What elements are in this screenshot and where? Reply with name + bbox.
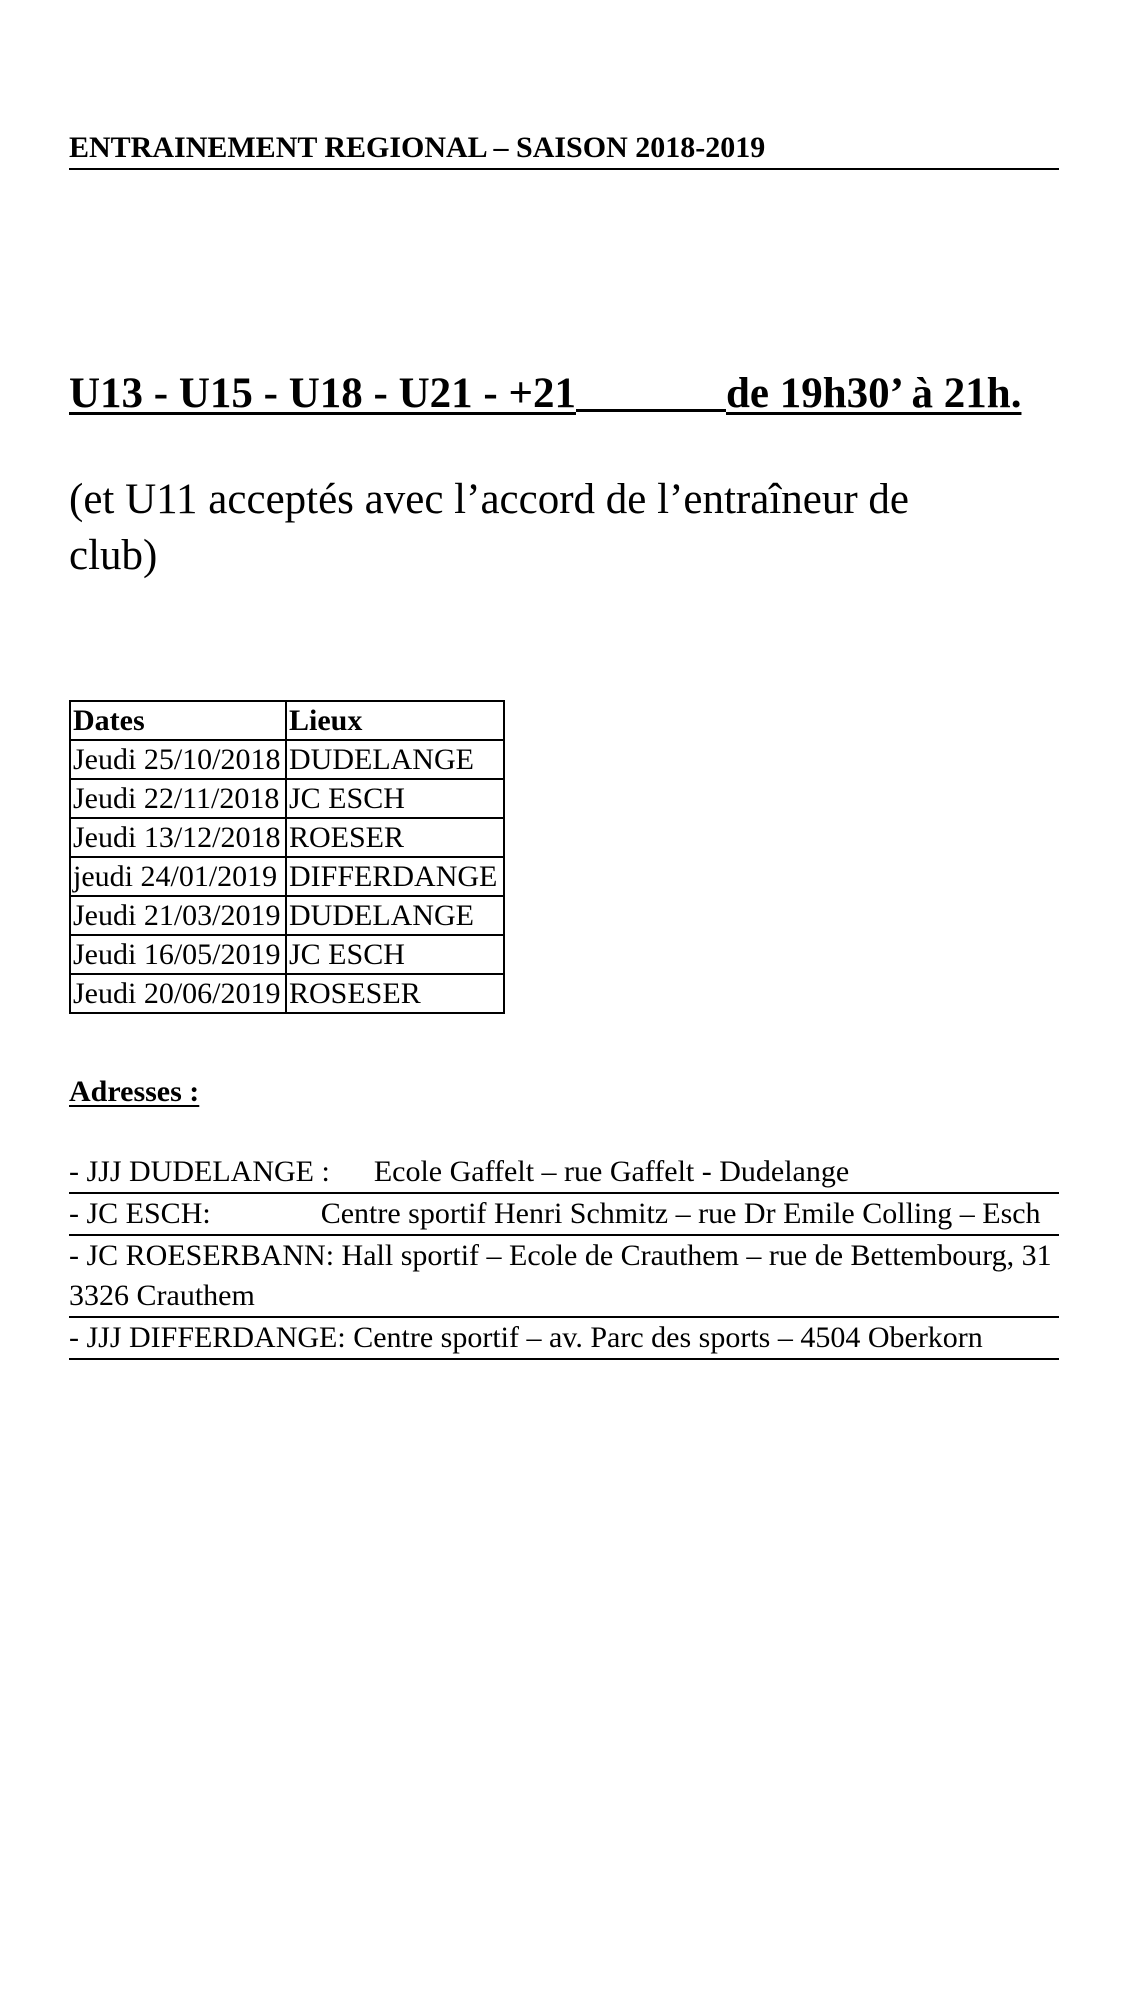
table-row bbox=[70, 896, 504, 935]
heading-spacer bbox=[576, 373, 726, 412]
address-list bbox=[69, 1152, 1059, 1360]
schedule-heading bbox=[69, 366, 1069, 421]
club-address: Centre sportif – av. Parc des sports – 4504 Oberkorn bbox=[353, 1321, 983, 1354]
address-item-roeserbann bbox=[69, 1236, 1059, 1318]
address-item-dudelange bbox=[69, 1152, 1059, 1194]
time-label: de 19h30’ à 21h. bbox=[726, 370, 1022, 417]
date-cell: Jeudi 21/03/2019 bbox=[70, 896, 286, 935]
club-name: - JC ESCH: bbox=[69, 1197, 211, 1230]
table-row bbox=[70, 857, 504, 896]
address-item-esch bbox=[69, 1194, 1059, 1236]
place-cell: JC ESCH bbox=[286, 779, 504, 818]
place-cell: DIFFERDANGE bbox=[286, 857, 504, 896]
club-name: - JJJ DIFFERDANGE: bbox=[69, 1321, 346, 1354]
date-cell: Jeudi 22/11/2018 bbox=[70, 779, 286, 818]
addresses-heading: Adresses : bbox=[69, 1075, 200, 1108]
club-address: Hall sportif – Ecole de Crauthem – rue de Bettembourg, 31 3326 Crauthem bbox=[69, 1239, 1052, 1312]
date-cell: Jeudi 20/06/2019 bbox=[70, 974, 286, 1013]
column-header-dates: Dates bbox=[70, 701, 286, 740]
table-row bbox=[70, 818, 504, 857]
place-cell: ROESER bbox=[286, 818, 504, 857]
club-name: - JC ROESERBANN: bbox=[69, 1239, 335, 1272]
address-item-differdange bbox=[69, 1318, 1059, 1360]
categories-label: U13 - U15 - U18 - U21 - +21 bbox=[69, 370, 576, 417]
place-cell: DUDELANGE bbox=[286, 740, 504, 779]
club-address: Centre sportif Henri Schmitz – rue Dr Emile Colling – Esch bbox=[320, 1197, 1041, 1230]
table-row bbox=[70, 935, 504, 974]
club-name: - JJJ DUDELANGE : bbox=[69, 1155, 330, 1188]
date-cell: jeudi 24/01/2019 bbox=[70, 857, 286, 896]
table-row bbox=[70, 974, 504, 1013]
page-title: ENTRAINEMENT REGIONAL – SAISON 2018-2019 bbox=[69, 128, 1059, 170]
club-address: Ecole Gaffelt – rue Gaffelt - Dudelange bbox=[373, 1155, 850, 1188]
date-cell: Jeudi 13/12/2018 bbox=[70, 818, 286, 857]
column-header-places: Lieux bbox=[286, 701, 504, 740]
date-cell: Jeudi 25/10/2018 bbox=[70, 740, 286, 779]
table-header-row bbox=[70, 701, 504, 740]
place-cell: ROSESER bbox=[286, 974, 504, 1013]
acceptance-note: (et U11 acceptés avec l’accord de l’entraîneur de club) bbox=[69, 476, 909, 579]
schedule-table bbox=[69, 700, 505, 1014]
place-cell: DUDELANGE bbox=[286, 896, 504, 935]
table-row bbox=[70, 740, 504, 779]
place-cell: JC ESCH bbox=[286, 935, 504, 974]
date-cell: Jeudi 16/05/2019 bbox=[70, 935, 286, 974]
table-row bbox=[70, 779, 504, 818]
